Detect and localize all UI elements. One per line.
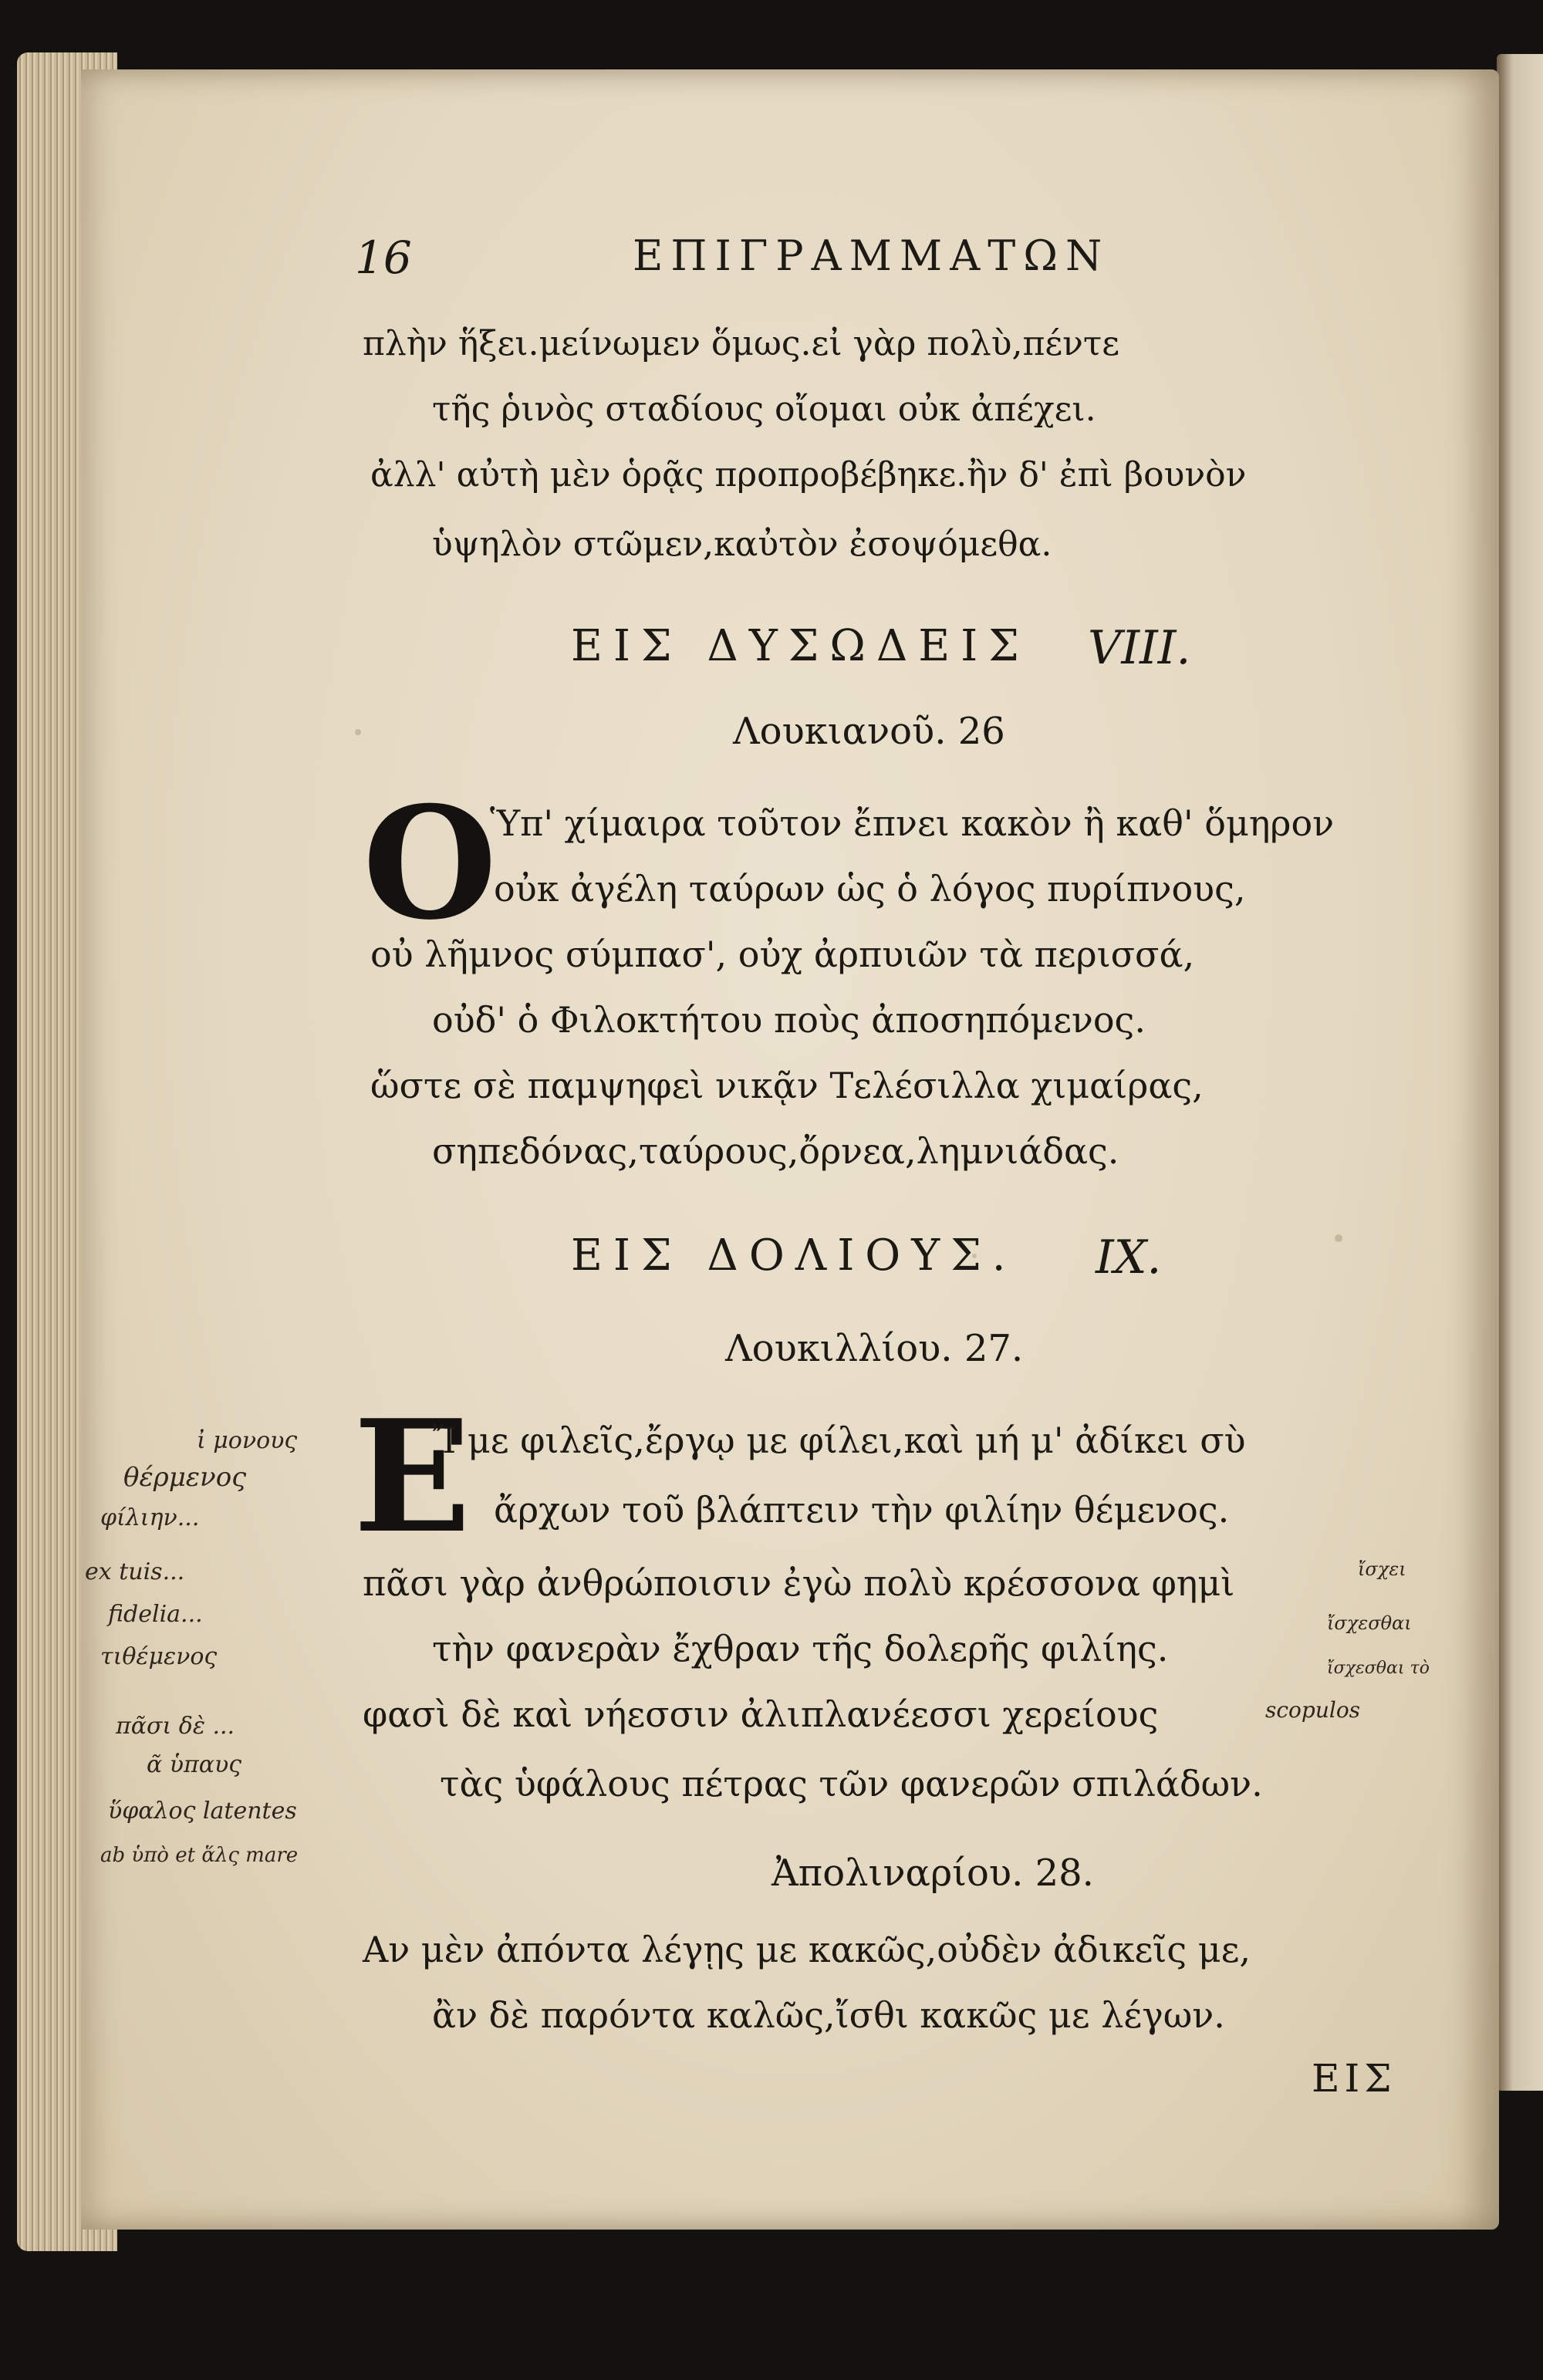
attribution-26: Λουκιανοῦ. 26: [733, 710, 1005, 753]
verse-line: ἀλλ' αὐτὴ μὲν ὁρᾷς προπροβέβηκε.ἢν δ' ἐπὶ βουνὸν: [370, 455, 1247, 495]
verse-line: ἄρχων τοῦ βλάπτειν τὴν φιλίην θέμενος.: [494, 1489, 1230, 1531]
marginal-note: ὕφαλος latentes: [108, 1798, 297, 1825]
verse-line: Αν μὲν ἀπόντα λέγῃς με κακῶς,οὐδὲν ἀδικεῖς με,: [363, 1929, 1251, 1970]
verse-line: οὐ λῆμνος σύμπασ', οὐχ ἀρπυιῶν τὰ περισσά,: [370, 933, 1195, 975]
running-title: ΕΠΙΓΡΑΜΜΑΤΩΝ: [633, 231, 1110, 280]
marginal-note: ἰ μονους: [197, 1427, 298, 1454]
marginal-note: ἴσχεσθαι: [1327, 1612, 1412, 1634]
marginal-note: fidelia...: [108, 1601, 203, 1628]
attribution-27: Λουκιλλίου. 27.: [725, 1327, 1024, 1370]
paper-speck: [355, 729, 361, 735]
marginal-note: ex tuis...: [85, 1558, 185, 1585]
marginal-note: ἴσχεσθαι τὸ: [1327, 1659, 1430, 1678]
drop-cap-o: O: [363, 773, 498, 954]
marginal-note: scopulos: [1265, 1697, 1361, 1723]
paper-speck: [1335, 1234, 1342, 1242]
paper-speck: [972, 1254, 977, 1258]
catchword: ΕΙΣ: [1312, 2056, 1396, 2101]
verse-line: πλὴν ἥξει.μείνωμεν ὅμως.εἰ γὰρ πολὺ,πέντε: [363, 324, 1120, 363]
section-number-viii: VIII.: [1088, 621, 1191, 675]
marginal-note: φίλιην...: [100, 1504, 200, 1531]
section-heading-ix: ΕΙΣ ΔΟΛΙΟΥΣ.: [571, 1231, 1017, 1281]
verse-line: πᾶσι γὰρ ἀνθρώποισιν ἐγὼ πολὺ κρέσσονα φημὶ: [363, 1562, 1235, 1604]
marginal-note: θέρμενος: [123, 1462, 247, 1493]
marginal-note: ab ὑπὸ et ἅλς mare: [100, 1844, 299, 1867]
verse-line: ἂν δὲ παρόντα καλῶς,ἴσθι κακῶς με λέγων.: [432, 1994, 1225, 2036]
verse-line: Ὑπ' χίμαιρα τοῦτον ἔπνει κακὸν ἢ καθ' ὅμηρον: [490, 802, 1335, 844]
verse-line: οὐδ' ὁ Φιλοκτήτου ποὺς ἀποσηπόμενος.: [432, 999, 1146, 1041]
section-number-ix: IX.: [1096, 1231, 1162, 1285]
marginal-note: τιθέμενος: [100, 1643, 218, 1670]
section-heading-viii: ΕΙΣ ΔΥΣΩΔΕΙΣ: [571, 621, 1030, 671]
page-header: [355, 231, 1204, 293]
verse-line: τῆς ῥινὸς σταδίους οἴομαι οὐκ ἀπέχει.: [432, 390, 1096, 429]
verse-line: ὑψηλὸν στῶμεν,καὐτὸν ἐσοψόμεθα.: [432, 525, 1052, 564]
verse-line: σηπεδόνας,ταύρους,ὄρνεα,λημνιάδας.: [432, 1130, 1119, 1172]
attribution-28: Ἀπολιναρίου. 28.: [772, 1852, 1094, 1895]
verse-line: ὥστε σὲ παμψηφεὶ νικᾷν Τελέσιλλα χιμαίρας,: [370, 1065, 1204, 1106]
next-page-edge: [1497, 54, 1543, 2091]
marginal-note: ἴσχει: [1358, 1558, 1406, 1580]
verse-line: φασὶ δὲ καὶ νήεσσιν ἀλιπλανέεσσι χερείους: [363, 1693, 1159, 1735]
marginal-note: ᾶ ὑπαυς: [147, 1751, 242, 1778]
page-number: 16: [355, 231, 412, 284]
verse-line: Ἴ με φιλεῖς,ἔργῳ με φίλει,καὶ μή μ' ἀδίκει σὺ: [432, 1420, 1246, 1461]
verse-line: οὐκ ἀγέλη ταύρων ὡς ὁ λόγος πυρίπνους,: [494, 868, 1246, 910]
drop-cap-e: E: [353, 1386, 471, 1568]
verse-line: τὴν φανερὰν ἔχθραν τῆς δολερῆς φιλίης.: [432, 1628, 1169, 1669]
marginal-note: πᾶσι δὲ ...: [116, 1713, 235, 1740]
verse-line: τὰς ὑφάλους πέτρας τῶν φανερῶν σπιλάδων.: [440, 1763, 1263, 1804]
